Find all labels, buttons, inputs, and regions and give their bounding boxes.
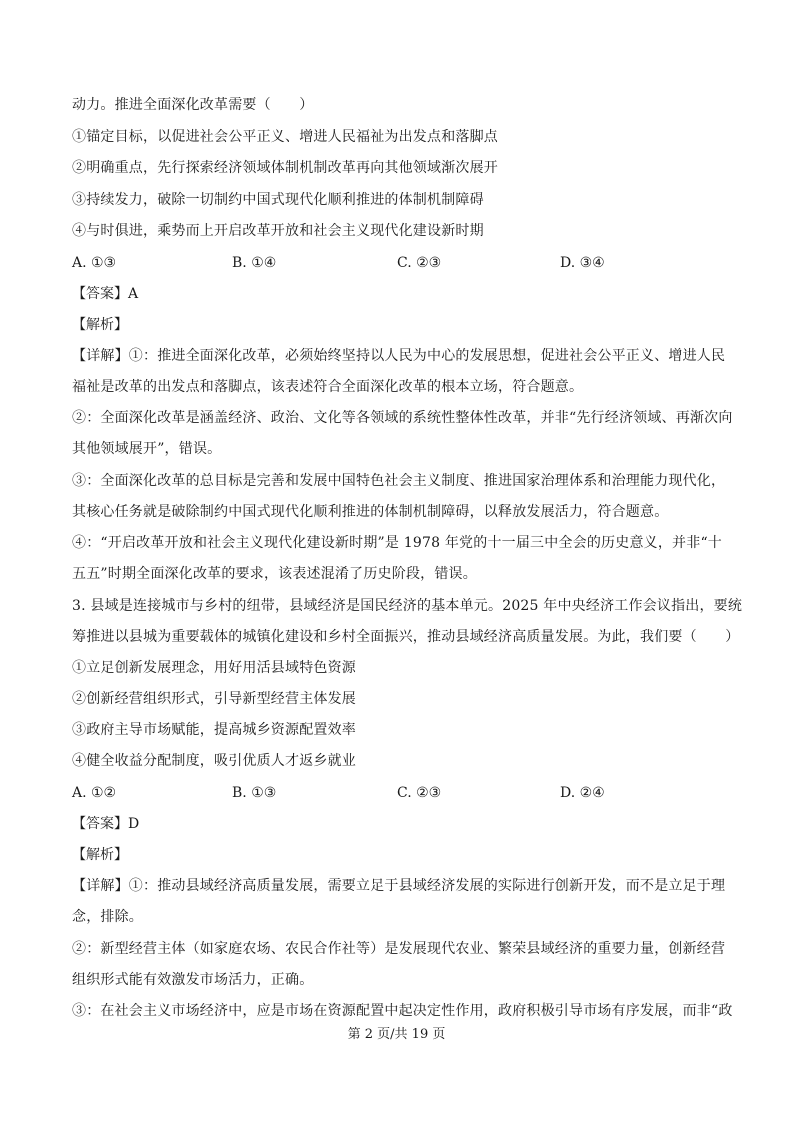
analysis-line: 五五”时期全面深化改革的要求，该表述混淆了历史阶段，错误。 — [72, 566, 477, 582]
question-stem: 动力。推进全面深化改革需要（ ） — [72, 97, 314, 113]
analysis-line: 组织形式能有效激发市场活力，正确。 — [72, 972, 314, 988]
option-a: A. ①② — [72, 785, 117, 801]
analysis-line: ②：新型经营主体（如家庭农场、农民合作社等）是发展现代农业、繁荣县域经济的重要力量，创新经营 — [72, 941, 726, 957]
answer-label: 【答案】D — [72, 816, 140, 832]
analysis-line: 其核心任务就是破除制约中国式现代化顺利推进的体制机制障碍，以释放发展活力，符合题意。 — [72, 504, 669, 520]
choice-item: ②创新经营组织形式，引导新型经营主体发展 — [72, 691, 356, 707]
choice-item: ④健全收益分配制度，吸引优质人才返乡就业 — [72, 753, 356, 769]
choice-item: ③政府主导市场赋能，提高城乡资源配置效率 — [72, 722, 356, 738]
choice-item: ④与时俱进，乘势而上开启改革开放和社会主义现代化建设新时期 — [72, 223, 484, 239]
analysis-line: ②：全面深化改革是涵盖经济、政治、文化等各领域的系统性整体性改革，并非“先行经济领域、再渐次向 — [72, 410, 733, 426]
choice-item: ①锚定目标，以促进社会公平正义、增进人民福祉为出发点和落脚点 — [72, 129, 498, 145]
analysis-line: ③：全面深化改革的总目标是完善和发展中国特色社会主义制度、推进国家治理体系和治理能力现代化， — [72, 473, 726, 489]
answer-options — [72, 784, 722, 802]
analysis-line: 【详解】①：推动县域经济高质量发展，需要立足于县域经济发展的实际进行创新开发，而不是立足于理 — [72, 878, 726, 894]
analysis-line: ④：“开启改革开放和社会主义现代化建设新时期”是 1978 年党的十一届三中全会的历史意义，并非“十 — [72, 535, 722, 551]
option-b: B. ①③ — [232, 785, 277, 801]
analysis-line: ③：在社会主义市场经济中，应是市场在资源配置中起决定性作用，政府积极引导市场有序发展，而非“政 — [72, 1003, 733, 1019]
analysis-label: 【解析】 — [72, 317, 128, 333]
question-stem: 筹推进以县城为重要载体的城镇化建设和乡村全面振兴，推动县域经济高质量发展。为此，我们要（ ） — [72, 629, 740, 645]
analysis-line: 念，排除。 — [72, 909, 143, 925]
choice-item: ②明确重点，先行探索经济领域体制机制改革再向其他领域渐次展开 — [72, 160, 498, 176]
answer-label: 【答案】A — [72, 286, 139, 302]
answer-options — [72, 254, 722, 272]
analysis-line: 其他领域展开”，错误。 — [72, 441, 222, 457]
analysis-line: 【详解】①：推进全面深化改革，必须始终坚持以人民为中心的发展思想，促进社会公平正义、增进人民 — [72, 348, 726, 364]
analysis-line: 福祉是改革的出发点和落脚点，该表述符合全面深化改革的根本立场，符合题意。 — [72, 379, 584, 395]
option-c: C. ②③ — [397, 785, 442, 801]
option-b: B. ①④ — [232, 255, 277, 271]
option-a: A. ①③ — [72, 255, 117, 271]
choice-item: ③持续发力，破除一切制约中国式现代化顺利推进的体制机制障碍 — [72, 192, 484, 208]
page-number: 第 2 页/共 19 页 — [347, 1027, 446, 1042]
question-stem: 3. 县域是连接城市与乡村的纽带，县域经济是国民经济的基本单元。2025 年中央经济工作会议指出，要统 — [72, 598, 743, 614]
analysis-label: 【解析】 — [72, 847, 128, 863]
option-c: C. ②③ — [397, 255, 442, 271]
choice-item: ①立足创新发展理念，用好用活县域特色资源 — [72, 660, 356, 676]
option-d: D. ②④ — [560, 785, 605, 801]
option-d: D. ③④ — [560, 255, 605, 271]
